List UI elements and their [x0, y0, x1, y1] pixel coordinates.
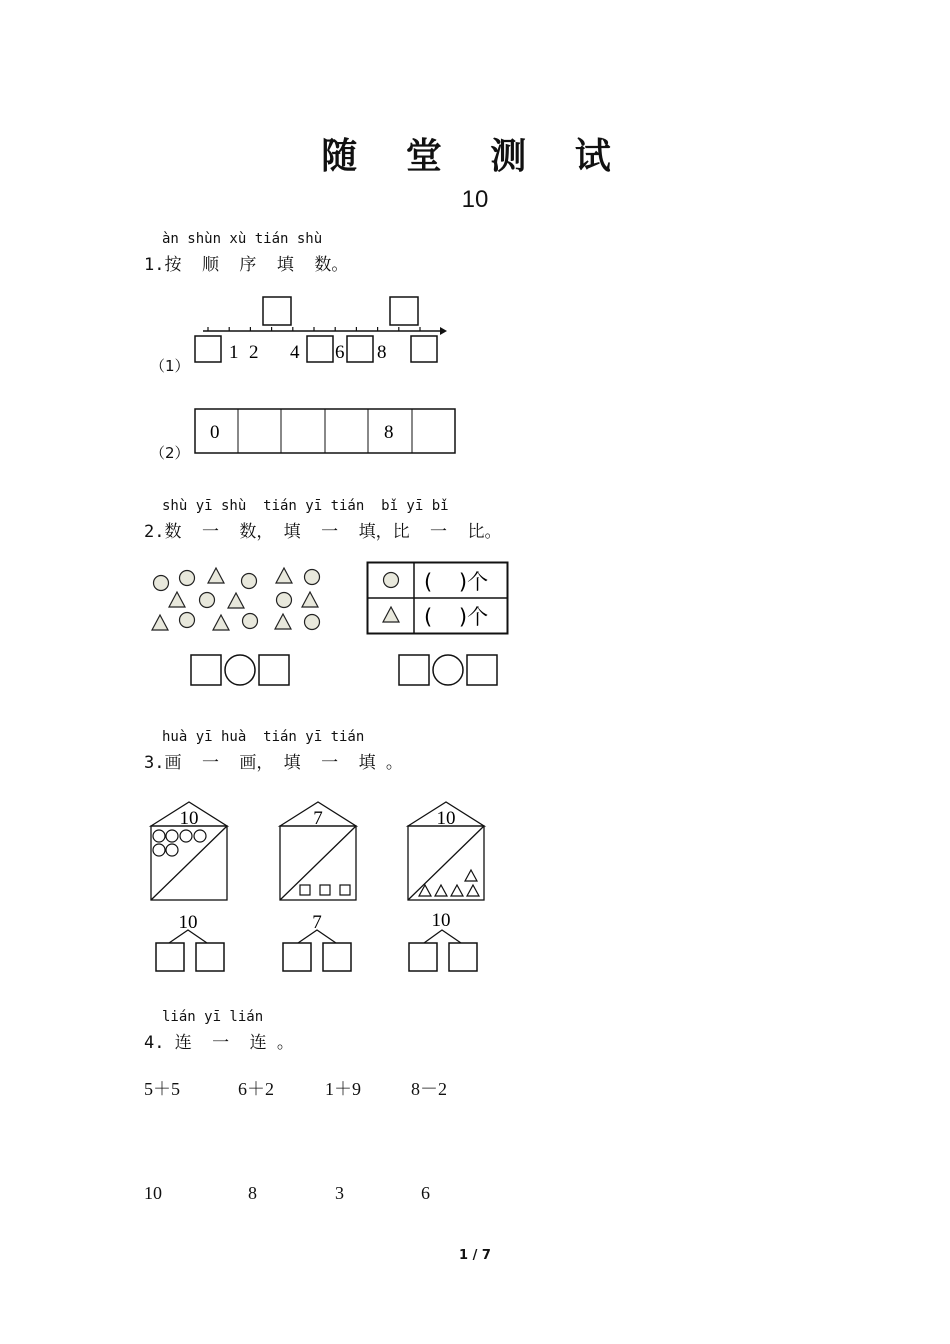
answer-box[interactable]: [283, 943, 311, 971]
number-line-label: 6: [335, 342, 345, 363]
answer-box[interactable]: [411, 336, 437, 362]
circle-icon: [180, 571, 195, 586]
circle-icon: [166, 844, 178, 856]
number-strip: [194, 408, 458, 456]
answer-item[interactable]: 6: [421, 1183, 430, 1203]
circle-icon: [194, 830, 206, 842]
answer-box[interactable]: [347, 336, 373, 362]
shape-cluster: [145, 562, 335, 640]
expression-item[interactable]: 8－2: [411, 1079, 447, 1099]
answer-box[interactable]: [390, 297, 418, 325]
count-table: [366, 561, 510, 637]
triangle-icon: [208, 568, 224, 583]
answer-box[interactable]: [191, 655, 221, 685]
q1-part1-label: （1）: [150, 357, 190, 375]
answer-box[interactable]: [307, 336, 333, 362]
circle-icon: [242, 574, 257, 589]
answer-item[interactable]: 3: [335, 1183, 344, 1203]
number-house-3: [404, 800, 488, 978]
triangle-icon: [383, 607, 399, 622]
triangle-count-field[interactable]: ( )个: [424, 605, 489, 629]
circle-icon: [200, 593, 215, 608]
circle-icon: [305, 570, 320, 585]
triangle-icon: [465, 870, 477, 881]
house-roof-number: 10: [179, 808, 199, 829]
q1-part2-label: （2）: [150, 444, 190, 462]
circle-icon: [180, 830, 192, 842]
answer-box[interactable]: [399, 655, 429, 685]
square-icon: [300, 885, 310, 895]
strip-cell: 8: [384, 422, 394, 443]
answer-box[interactable]: [263, 297, 291, 325]
square-icon: [340, 885, 350, 895]
circle-icon: [166, 830, 178, 842]
number-house-2: [276, 800, 360, 978]
number-line-label: 4: [290, 342, 300, 363]
triangle-icon: [213, 615, 229, 630]
q1-text: 1.按 顺 序 填 数。: [144, 255, 349, 275]
q2-text: 2.数 一 数， 填 一 填，比 一 比。: [144, 522, 502, 542]
answer-box[interactable]: [195, 336, 221, 362]
q1-pinyin: àn shùn xù tián shù: [162, 231, 323, 247]
compare-sign-circle[interactable]: [433, 655, 463, 685]
circle-icon: [277, 593, 292, 608]
page-subtitle: 10: [461, 186, 489, 213]
page-title: 随 堂 测 试: [321, 136, 629, 177]
q2-pinyin: shù yī shù tián yī tián bǐ yī bǐ: [162, 498, 449, 514]
answer-item[interactable]: 10: [144, 1183, 162, 1203]
expression-item[interactable]: 1＋9: [325, 1079, 361, 1099]
triangle-icon: [435, 885, 447, 896]
q3-text: 3.画 一 画， 填 一 填 。: [144, 753, 403, 773]
circle-icon: [243, 614, 258, 629]
triangle-icon: [152, 615, 168, 630]
square-icon: [320, 885, 330, 895]
answer-box[interactable]: [196, 943, 224, 971]
answer-box[interactable]: [409, 943, 437, 971]
triangle-icon: [169, 592, 185, 607]
circle-icon: [305, 615, 320, 630]
triangle-icon: [451, 885, 463, 896]
compare-sign-circle[interactable]: [225, 655, 255, 685]
answer-box[interactable]: [323, 943, 351, 971]
number-line-label: 1: [229, 342, 239, 363]
triangle-icon: [302, 592, 318, 607]
house-roof-number: 10: [436, 808, 456, 829]
circle-icon: [153, 844, 165, 856]
number-line-label: 8: [377, 342, 387, 363]
answer-box[interactable]: [259, 655, 289, 685]
strip-cell: 0: [210, 422, 220, 443]
number-house-1: [147, 800, 231, 978]
page-number: 1 / 7: [459, 1248, 491, 1263]
tree-top-number: 7: [312, 912, 322, 933]
answer-box[interactable]: [449, 943, 477, 971]
circle-icon: [180, 613, 195, 628]
compare-boxes-right: [396, 652, 500, 688]
tree-top-number: 10: [178, 912, 198, 933]
q4-pinyin: lián yī lián: [162, 1009, 264, 1025]
circle-icon: [154, 576, 169, 591]
circle-count-field[interactable]: ( )个: [424, 570, 489, 594]
circle-icon: [384, 573, 399, 588]
q3-pinyin: huà yī huà tián yī tián: [162, 729, 365, 745]
answer-box[interactable]: [467, 655, 497, 685]
answer-box[interactable]: [156, 943, 184, 971]
split-lines: [424, 930, 461, 943]
compare-boxes-left: [188, 652, 292, 688]
q4-text: 4. 连 一 连 。: [144, 1033, 294, 1053]
expression-item[interactable]: 6＋2: [238, 1079, 274, 1099]
expression-item[interactable]: 5＋5: [144, 1079, 180, 1099]
triangle-icon: [275, 614, 291, 629]
number-line-arrow-icon: [440, 327, 447, 335]
number-line-diagram: [185, 290, 455, 370]
triangle-icon: [467, 885, 479, 896]
house-roof-number: 7: [313, 808, 323, 829]
triangle-icon: [228, 593, 244, 608]
answer-item[interactable]: 8: [248, 1183, 257, 1203]
number-line-label: 2: [249, 342, 259, 363]
triangle-icon: [276, 568, 292, 583]
tree-top-number: 10: [431, 910, 451, 931]
circle-icon: [153, 830, 165, 842]
